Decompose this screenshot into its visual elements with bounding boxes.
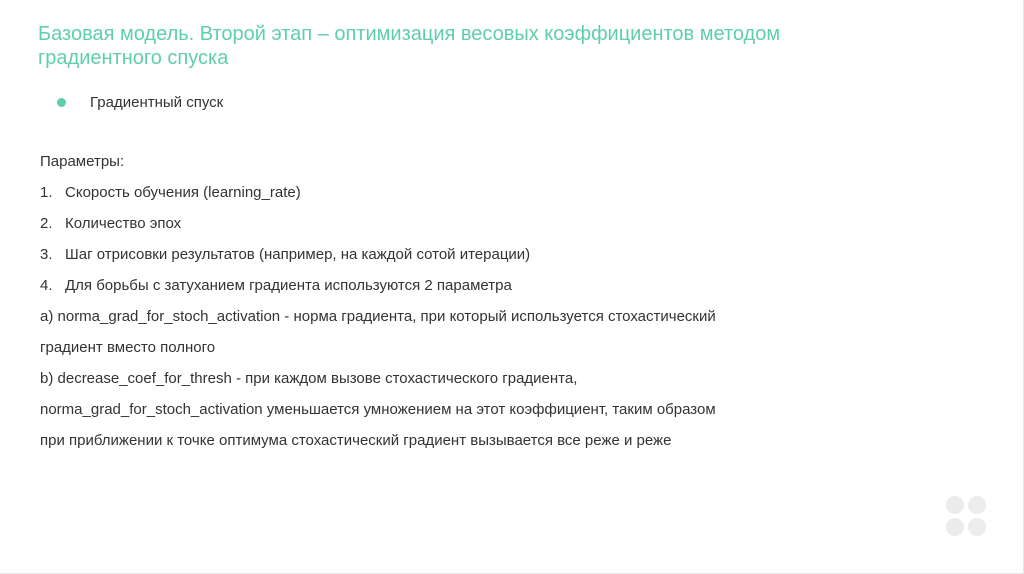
list-number: 3. xyxy=(40,246,53,263)
list-item xyxy=(40,239,840,270)
title-line-2: градиентного спуска xyxy=(38,47,229,69)
list-item xyxy=(40,177,840,208)
list-item xyxy=(40,270,840,301)
list-number: 2. xyxy=(40,215,53,232)
params-header: Параметры: xyxy=(40,153,125,170)
four-circle-logo-icon xyxy=(944,494,988,538)
list-number: 4. xyxy=(40,277,53,294)
list-text: Количество эпох xyxy=(65,215,182,232)
paragraph-line: a) norma_grad_for_stoch_activation - норма градиента, при который используется стохастический xyxy=(40,308,716,325)
list-number: 1. xyxy=(40,184,53,201)
paragraph-line: градиент вместо полного xyxy=(40,339,216,356)
slide-title xyxy=(38,22,918,70)
slide-body xyxy=(40,146,840,456)
title-line-1: Базовая модель. Второй этап – оптимизация весовых коэффициентов методом xyxy=(38,23,781,45)
list-text: Скорость обучения (learning_rate) xyxy=(65,184,301,201)
bullet-dot-icon xyxy=(57,98,66,107)
bullet-text: Градиентный спуск xyxy=(90,94,224,111)
bullet-item xyxy=(57,94,223,111)
list-item xyxy=(40,208,840,239)
paragraph-line: norma_grad_for_stoch_activation уменьшается умножением на этот коэффициент, таким образом xyxy=(40,401,716,418)
list-text: Для борьбы с затуханием градиента используются 2 параметра xyxy=(65,277,512,294)
list-text: Шаг отрисовки результатов (например, на каждой сотой итерации) xyxy=(65,246,531,263)
paragraph-line: b) decrease_coef_for_thresh - при каждом вызове стохастического градиента, xyxy=(40,370,578,387)
paragraph-line: при приближении к точке оптимума стохастический градиент вызывается все реже и реже xyxy=(40,432,672,449)
